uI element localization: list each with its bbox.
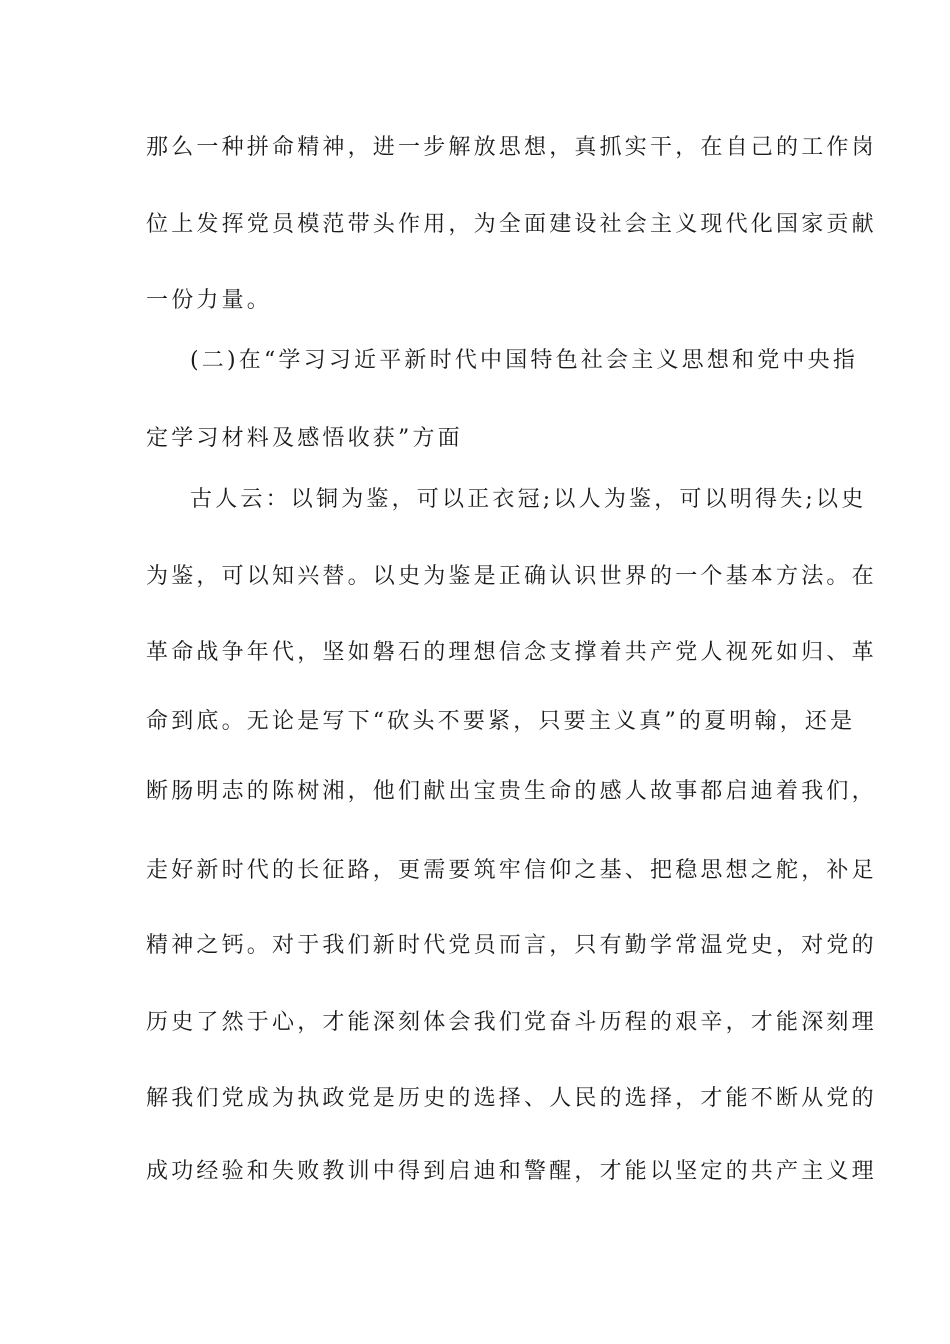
text-line: 历史了然于心，才能深刻体会我们党奋斗历程的艰辛，才能深刻理 — [146, 1010, 877, 1035]
text-line: 命到底。无论是写下“砍头不要紧，只要主义真”的夏明翰，还是 — [146, 709, 856, 734]
text-line: 革命战争年代，坚如磐石的理想信念支撑着共产党人视死如归、革 — [146, 640, 877, 665]
text-line: 为鉴，可以知兴替。以史为鉴是正确认识世界的一个基本方法。在 — [146, 564, 877, 589]
text-line: 精神之钙。对于我们新时代党员而言，只有勤学常温党史，对党的 — [146, 933, 877, 958]
text-line: 解我们党成为执政党是历史的选择、人民的选择，才能不断从党的 — [146, 1086, 877, 1111]
section-heading-line: (二)在“学习习近平新时代中国特色社会主义思想和党中央指 — [190, 348, 859, 373]
text-line: 成功经验和失败教训中得到启迪和警醒，才能以坚定的共产主义理 — [146, 1159, 877, 1184]
text-line: 位上发挥党员模范带头作用，为全面建设社会主义现代化国家贡献 — [146, 212, 877, 237]
text-line: 走好新时代的长征路，更需要筑牢信仰之基、把稳思想之舵，补足 — [146, 858, 877, 883]
text-line: 一份力量。 — [146, 288, 273, 313]
text-line: 古人云：以铜为鉴，可以正衣冠;以人为鉴，可以明得失;以史 — [190, 487, 867, 512]
text-line: 断肠明志的陈树湘，他们献出宝贵生命的感人故事都启迪着我们， — [146, 779, 877, 804]
section-heading-line: 定学习材料及感悟收获”方面 — [146, 426, 463, 451]
text-line: 那么一种拼命精神，进一步解放思想，真抓实干，在自己的工作岗 — [146, 135, 877, 160]
